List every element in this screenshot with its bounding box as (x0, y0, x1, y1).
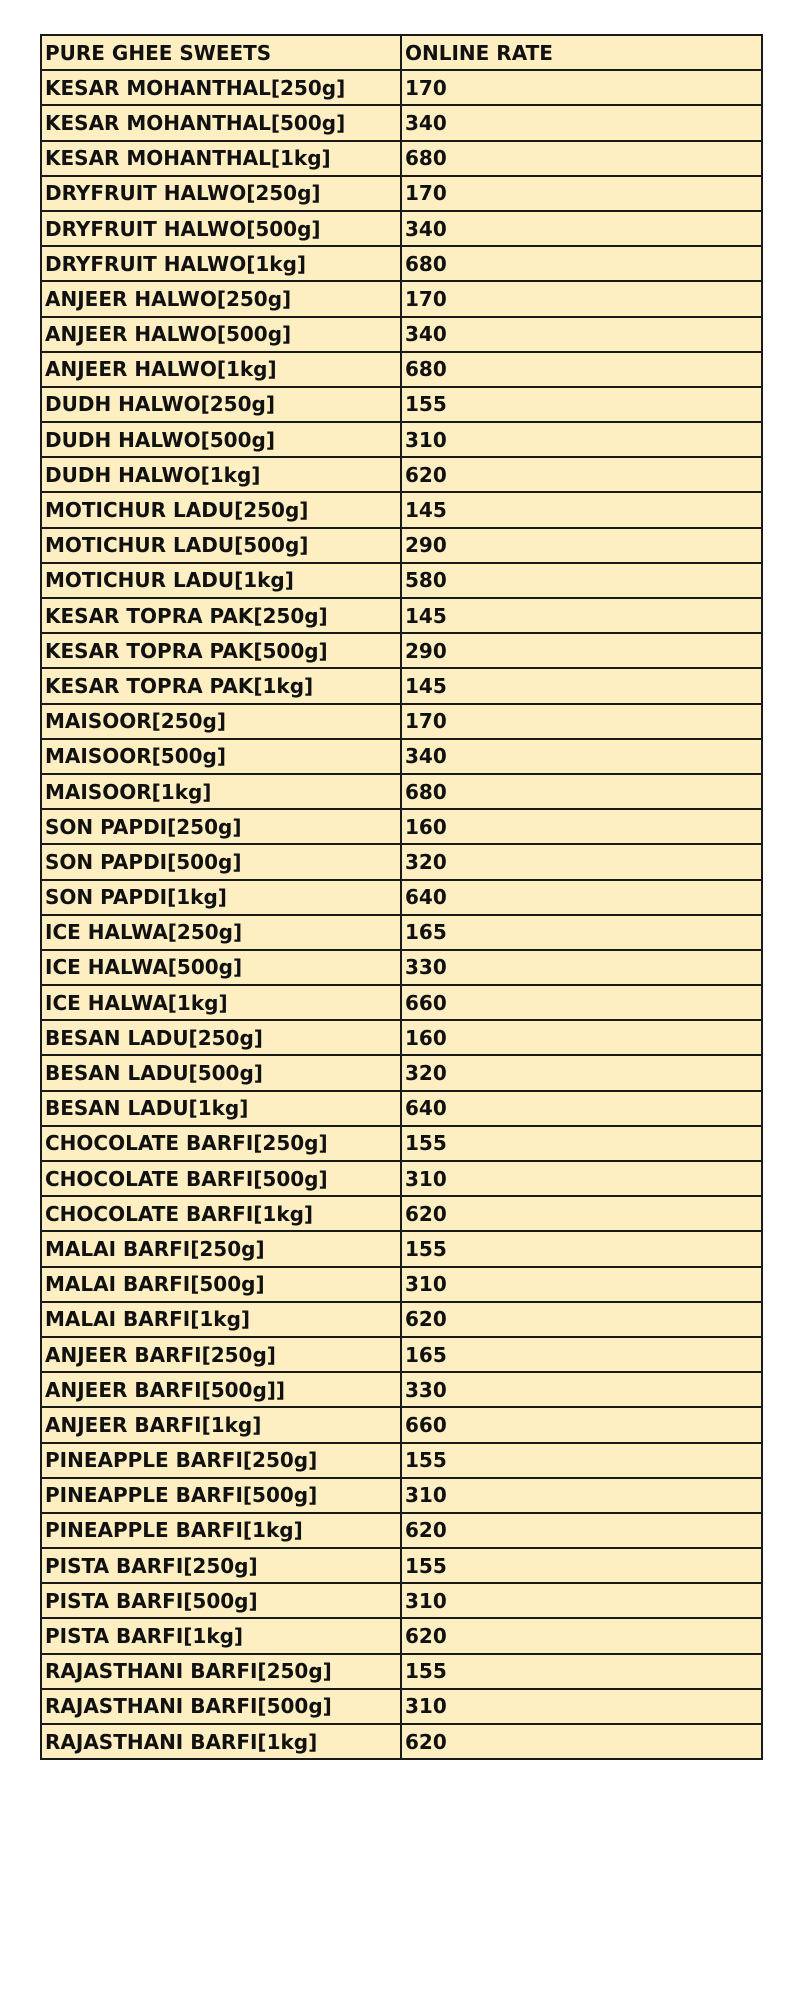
sweet-name-cell: ANJEER BARFI[250g] (41, 1337, 401, 1372)
table-row (41, 387, 762, 422)
table-row (41, 809, 762, 844)
column-header-rate: ONLINE RATE (401, 35, 762, 70)
sweet-name-cell: PISTA BARFI[500g] (41, 1583, 401, 1618)
online-rate-cell: 145 (401, 668, 762, 703)
online-rate-cell: 620 (401, 1513, 762, 1548)
sweet-name-cell: PISTA BARFI[250g] (41, 1548, 401, 1583)
table-row (41, 317, 762, 352)
table-row (41, 1302, 762, 1337)
sweet-name-cell: CHOCOLATE BARFI[250g] (41, 1126, 401, 1161)
online-rate-cell: 620 (401, 1618, 762, 1653)
sweet-name-cell: PISTA BARFI[1kg] (41, 1618, 401, 1653)
online-rate-cell: 310 (401, 1267, 762, 1302)
table-row (41, 492, 762, 527)
online-rate-cell: 290 (401, 633, 762, 668)
sweet-name-cell: PINEAPPLE BARFI[500g] (41, 1478, 401, 1513)
online-rate-cell: 160 (401, 1020, 762, 1055)
table-row (41, 1055, 762, 1090)
sweet-name-cell: BESAN LADU[250g] (41, 1020, 401, 1055)
online-rate-cell: 340 (401, 105, 762, 140)
table-row (41, 915, 762, 950)
sweet-name-cell: KESAR MOHANTHAL[500g] (41, 105, 401, 140)
online-rate-cell: 155 (401, 1126, 762, 1161)
sweet-name-cell: BESAN LADU[500g] (41, 1055, 401, 1090)
online-rate-cell: 340 (401, 211, 762, 246)
sweet-name-cell: DUDH HALWO[250g] (41, 387, 401, 422)
table-body (41, 70, 762, 1759)
table-row (41, 633, 762, 668)
online-rate-cell: 320 (401, 1055, 762, 1090)
sweet-name-cell: BESAN LADU[1kg] (41, 1091, 401, 1126)
sweet-name-cell: MALAI BARFI[1kg] (41, 1302, 401, 1337)
sweet-name-cell: KESAR TOPRA PAK[500g] (41, 633, 401, 668)
table-row (41, 1654, 762, 1689)
table-row (41, 457, 762, 492)
sweet-name-cell: CHOCOLATE BARFI[500g] (41, 1161, 401, 1196)
table-row (41, 1337, 762, 1372)
sweet-name-cell: RAJASTHANI BARFI[250g] (41, 1654, 401, 1689)
table-row (41, 1161, 762, 1196)
table-row (41, 176, 762, 211)
sweet-name-cell: SON PAPDI[500g] (41, 844, 401, 879)
sweet-name-cell: MALAI BARFI[500g] (41, 1267, 401, 1302)
table-row (41, 528, 762, 563)
online-rate-cell: 620 (401, 457, 762, 492)
sweet-name-cell: ANJEER HALWO[1kg] (41, 352, 401, 387)
online-rate-cell: 310 (401, 1583, 762, 1618)
table-row (41, 211, 762, 246)
sweet-name-cell: PINEAPPLE BARFI[250g] (41, 1443, 401, 1478)
online-rate-cell: 340 (401, 317, 762, 352)
table-row (41, 1513, 762, 1548)
table-row (41, 352, 762, 387)
table-row (41, 1091, 762, 1126)
table-row (41, 281, 762, 316)
table-row (41, 1583, 762, 1618)
table-row (41, 141, 762, 176)
online-rate-cell: 680 (401, 141, 762, 176)
sweet-name-cell: SON PAPDI[250g] (41, 809, 401, 844)
online-rate-cell: 640 (401, 1091, 762, 1126)
online-rate-cell: 320 (401, 844, 762, 879)
table-row (41, 563, 762, 598)
sweet-name-cell: MALAI BARFI[250g] (41, 1231, 401, 1266)
table-row (41, 1267, 762, 1302)
sweet-name-cell: MOTICHUR LADU[1kg] (41, 563, 401, 598)
table-row (41, 598, 762, 633)
price-table (40, 34, 763, 1760)
sweet-name-cell: KESAR TOPRA PAK[250g] (41, 598, 401, 633)
table-row (41, 1689, 762, 1724)
sweet-name-cell: ANJEER BARFI[1kg] (41, 1407, 401, 1442)
online-rate-cell: 310 (401, 1478, 762, 1513)
sweet-name-cell: ICE HALWA[250g] (41, 915, 401, 950)
sweet-name-cell: MAISOOR[500g] (41, 739, 401, 774)
online-rate-cell: 290 (401, 528, 762, 563)
sweet-name-cell: MOTICHUR LADU[250g] (41, 492, 401, 527)
online-rate-cell: 330 (401, 950, 762, 985)
online-rate-cell: 170 (401, 176, 762, 211)
table-row (41, 844, 762, 879)
sweet-name-cell: ANJEER HALWO[500g] (41, 317, 401, 352)
sweet-name-cell: DUDH HALWO[1kg] (41, 457, 401, 492)
sweet-name-cell: KESAR MOHANTHAL[1kg] (41, 141, 401, 176)
table-row (41, 70, 762, 105)
table-row (41, 774, 762, 809)
sweet-name-cell: SON PAPDI[1kg] (41, 880, 401, 915)
table-row (41, 950, 762, 985)
table-row (41, 422, 762, 457)
table-row (41, 1618, 762, 1653)
table-row (41, 704, 762, 739)
sweet-name-cell: KESAR TOPRA PAK[1kg] (41, 668, 401, 703)
table-row (41, 1020, 762, 1055)
sweet-name-cell: RAJASTHANI BARFI[1kg] (41, 1724, 401, 1759)
sweet-name-cell: RAJASTHANI BARFI[500g] (41, 1689, 401, 1724)
online-rate-cell: 330 (401, 1372, 762, 1407)
sweet-name-cell: DRYFRUIT HALWO[250g] (41, 176, 401, 211)
table-row (41, 880, 762, 915)
online-rate-cell: 170 (401, 281, 762, 316)
online-rate-cell: 680 (401, 246, 762, 281)
online-rate-cell: 145 (401, 492, 762, 527)
sweet-name-cell: ICE HALWA[500g] (41, 950, 401, 985)
online-rate-cell: 310 (401, 1689, 762, 1724)
online-rate-cell: 165 (401, 915, 762, 950)
sweet-name-cell: DUDH HALWO[500g] (41, 422, 401, 457)
online-rate-cell: 620 (401, 1196, 762, 1231)
sweet-name-cell: DRYFRUIT HALWO[1kg] (41, 246, 401, 281)
table-row (41, 1372, 762, 1407)
table-row (41, 668, 762, 703)
online-rate-cell: 340 (401, 739, 762, 774)
column-header-sweet: PURE GHEE SWEETS (41, 35, 401, 70)
table-header-row (41, 35, 762, 70)
online-rate-cell: 160 (401, 809, 762, 844)
online-rate-cell: 660 (401, 985, 762, 1020)
sweet-name-cell: KESAR MOHANTHAL[250g] (41, 70, 401, 105)
online-rate-cell: 580 (401, 563, 762, 598)
sweet-name-cell: MAISOOR[1kg] (41, 774, 401, 809)
sweet-name-cell: DRYFRUIT HALWO[500g] (41, 211, 401, 246)
table-row (41, 1443, 762, 1478)
table-row (41, 1196, 762, 1231)
online-rate-cell: 640 (401, 880, 762, 915)
table-row (41, 1478, 762, 1513)
sweet-name-cell: CHOCOLATE BARFI[1kg] (41, 1196, 401, 1231)
online-rate-cell: 660 (401, 1407, 762, 1442)
table-row (41, 1407, 762, 1442)
online-rate-cell: 165 (401, 1337, 762, 1372)
sweet-name-cell: ANJEER BARFI[500g]] (41, 1372, 401, 1407)
online-rate-cell: 170 (401, 704, 762, 739)
table-row (41, 1126, 762, 1161)
sweet-name-cell: ICE HALWA[1kg] (41, 985, 401, 1020)
online-rate-cell: 170 (401, 70, 762, 105)
online-rate-cell: 310 (401, 422, 762, 457)
sweet-name-cell: MOTICHUR LADU[500g] (41, 528, 401, 563)
online-rate-cell: 155 (401, 1548, 762, 1583)
online-rate-cell: 155 (401, 1443, 762, 1478)
sweet-name-cell: PINEAPPLE BARFI[1kg] (41, 1513, 401, 1548)
online-rate-cell: 155 (401, 1654, 762, 1689)
table-row (41, 105, 762, 140)
online-rate-cell: 145 (401, 598, 762, 633)
table-row (41, 739, 762, 774)
sweet-name-cell: MAISOOR[250g] (41, 704, 401, 739)
online-rate-cell: 620 (401, 1724, 762, 1759)
online-rate-cell: 680 (401, 774, 762, 809)
online-rate-cell: 680 (401, 352, 762, 387)
online-rate-cell: 155 (401, 387, 762, 422)
table-row (41, 246, 762, 281)
table-row (41, 1231, 762, 1266)
table-row (41, 985, 762, 1020)
sweet-name-cell: ANJEER HALWO[250g] (41, 281, 401, 316)
online-rate-cell: 310 (401, 1161, 762, 1196)
online-rate-cell: 620 (401, 1302, 762, 1337)
online-rate-cell: 155 (401, 1231, 762, 1266)
table-row (41, 1548, 762, 1583)
table-row (41, 1724, 762, 1759)
